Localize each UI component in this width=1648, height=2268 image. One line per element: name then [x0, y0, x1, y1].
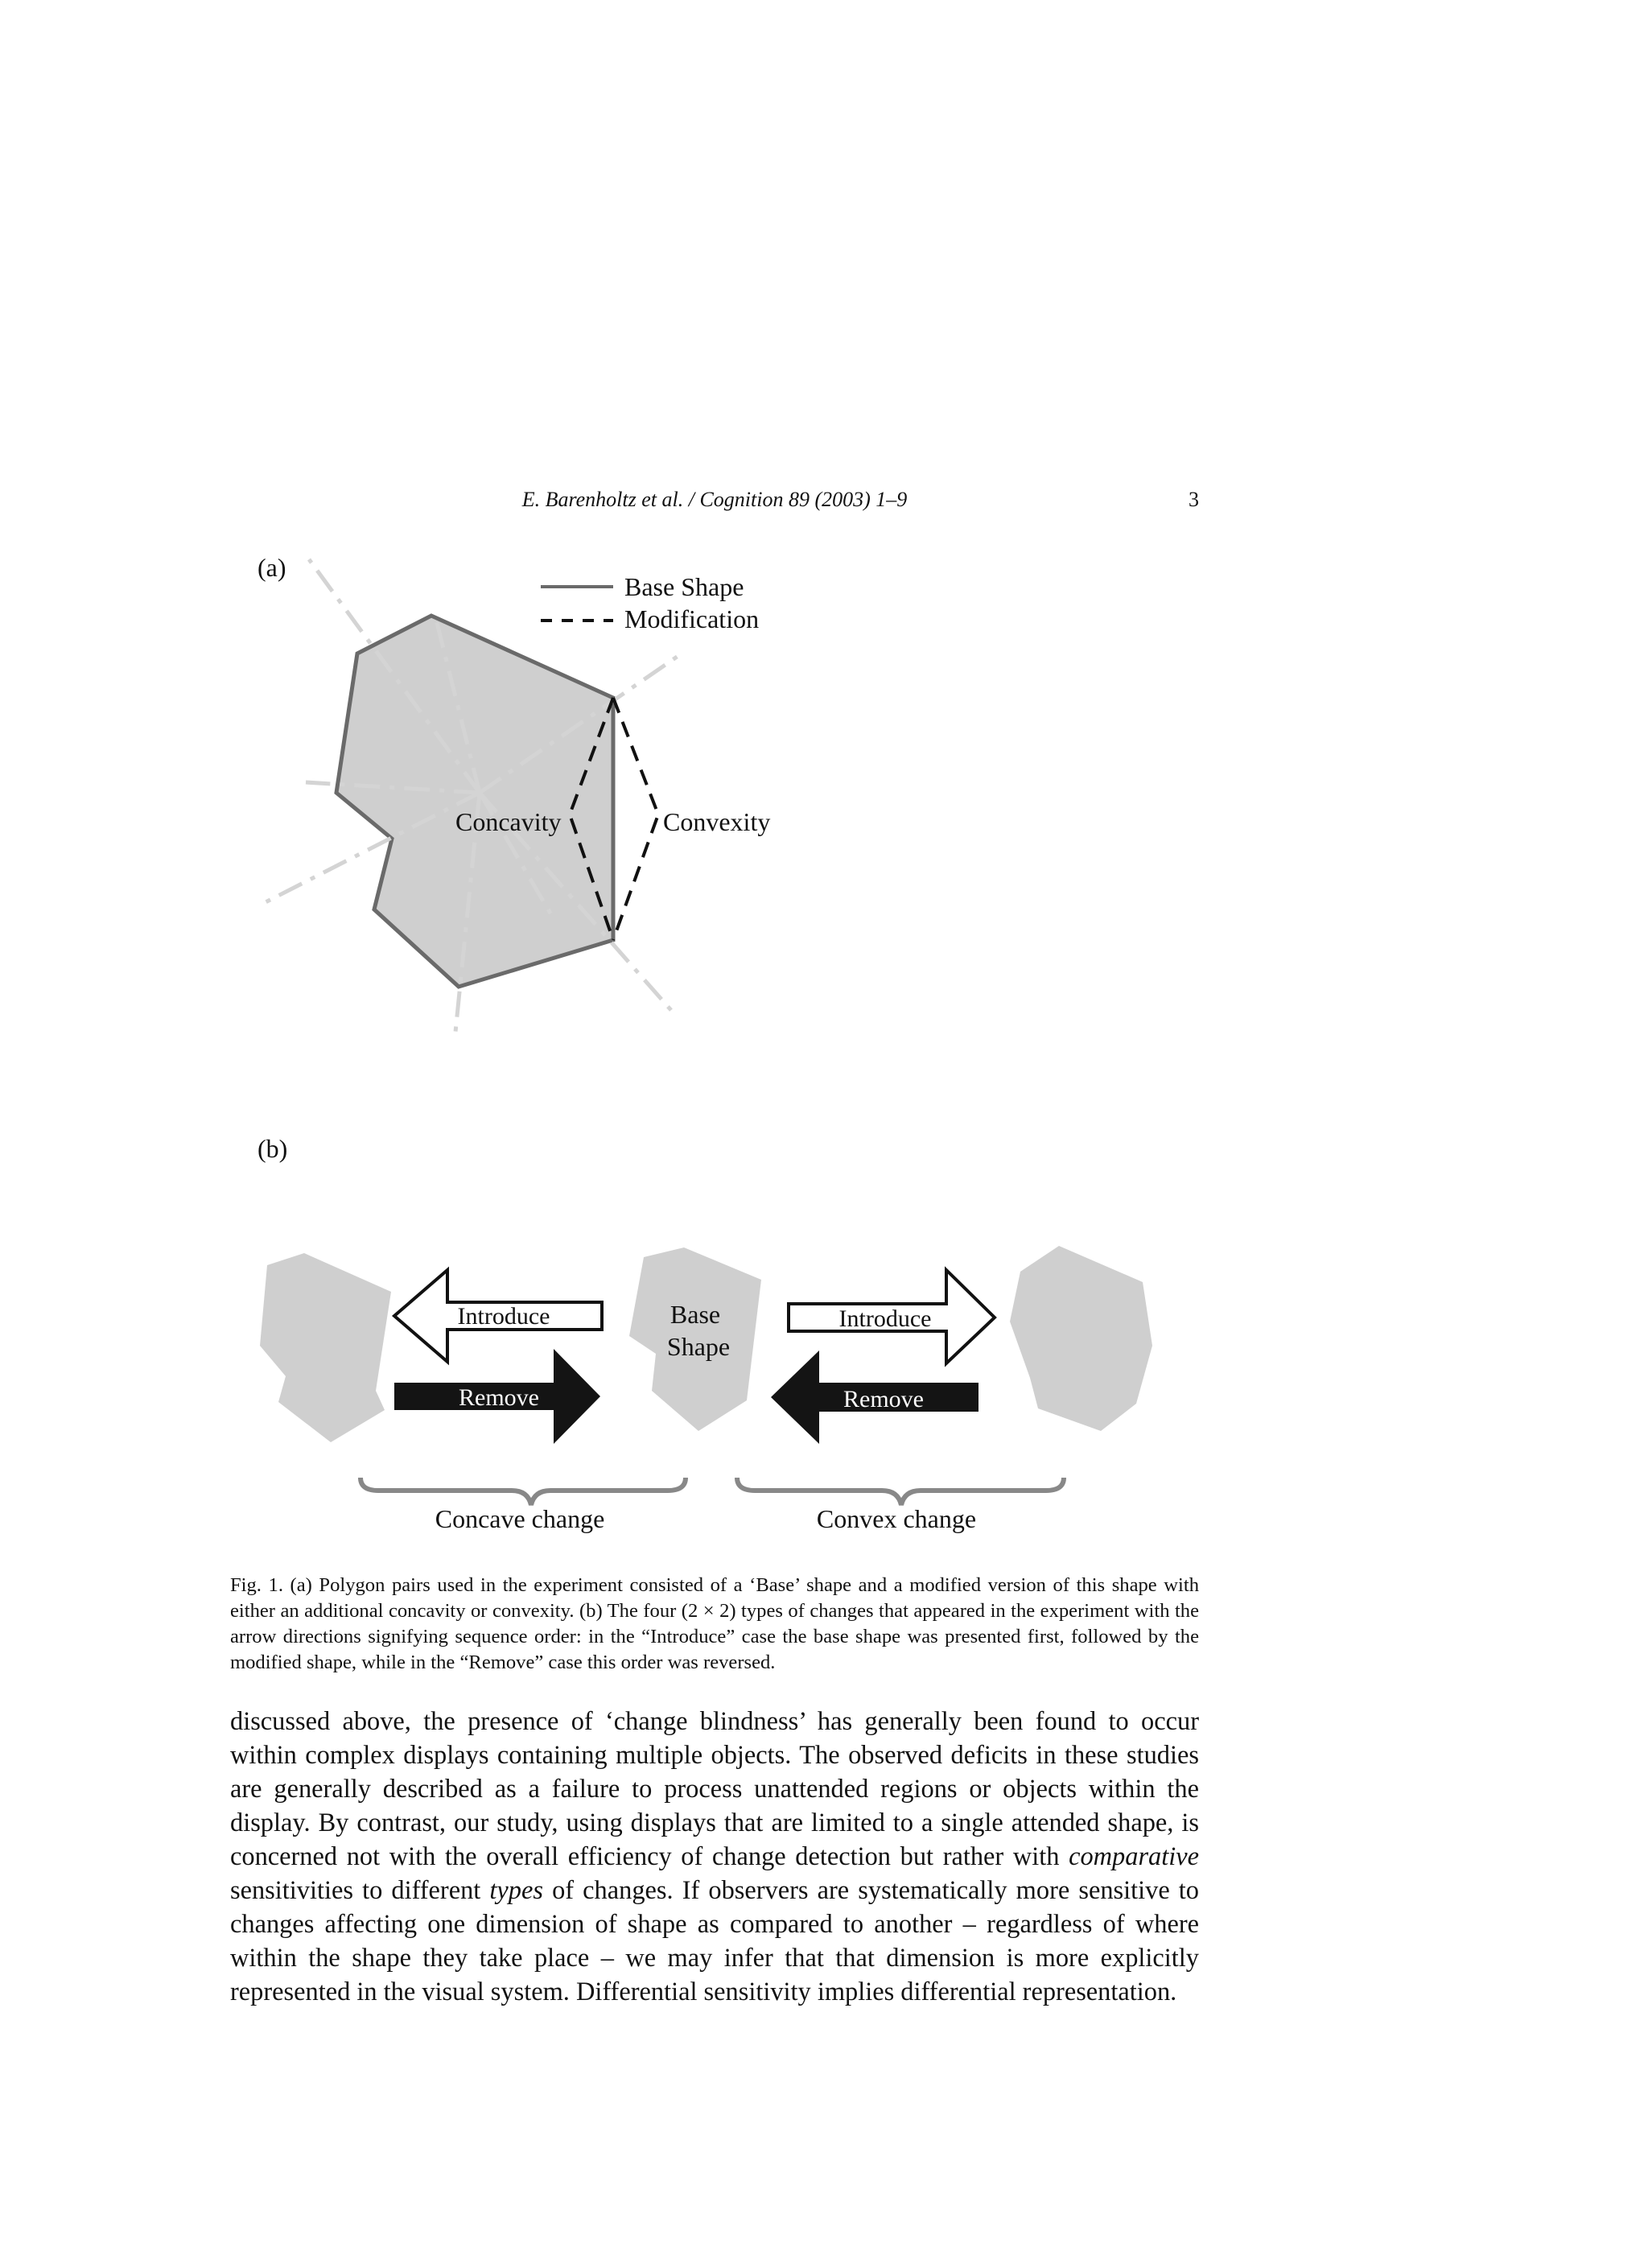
introduce-left-label: Introduce — [457, 1303, 550, 1330]
convex-shape — [1010, 1246, 1152, 1431]
concave-brace — [360, 1478, 686, 1505]
page-number: 3 — [1189, 488, 1199, 511]
body-paragraph — [230, 1705, 1199, 2009]
legend — [541, 572, 759, 633]
panel-b — [258, 1134, 1152, 1533]
base-shape-line1: Base — [670, 1300, 721, 1329]
running-title: E. Barenholtz et al. / Cognition 89 (2003) 1–9 — [521, 488, 908, 511]
body-text-part2: sensitivities to different — [230, 1876, 490, 1905]
convex-change-label: Convex change — [816, 1504, 977, 1533]
remove-right-label: Remove — [843, 1386, 924, 1412]
legend-modification-label: Modification — [624, 604, 760, 633]
body-text-part1: discussed above, the presence of ‘change blindness’ has generally been found to occur within complex displays containing multiple objects. The observed deficits in these studies are generally described as a failure to process unattended regions or objects within the display. By contrast, our study, using displays that are limited to a single attended shape, is concerned not with the overall efficiency of change detection but rather with — [230, 1707, 1199, 1871]
legend-base-shape-label: Base Shape — [624, 572, 744, 601]
figure-caption: Fig. 1. (a) Polygon pairs used in the experiment consisted of a ‘Base’ shape and a modified version of this shape with either an additional concavity or convexity. (b) The four (2 × 2) types of changes that appeared in the experiment with the arrow directions signifying sequence order: in the “Introduce” case the base shape was presented first, followed by the modified shape, while in the “Remove” case this order was reversed. — [230, 1574, 1199, 1673]
body-emphasis-types: types — [489, 1876, 543, 1905]
base-shape-polygon — [336, 616, 613, 987]
remove-left-label: Remove — [459, 1384, 539, 1411]
panel-a — [258, 553, 770, 1040]
convexity-dashed-line — [613, 698, 658, 940]
base-shape-line2: Shape — [666, 1332, 731, 1361]
panel-a-label: (a) — [258, 553, 286, 582]
convexity-label: Convexity — [663, 807, 771, 836]
body-text-part3: of changes. If observers are systematically more sensitive to changes affecting one dimension of shape as compared to another – regardless of where within the shape they take place – we may infer that that dimension is more explicitly represented in the visual system. Differential sensitivity implies differential representation. — [230, 1876, 1199, 2006]
introduce-right-label: Introduce — [838, 1305, 932, 1332]
concavity-label: Concavity — [455, 807, 562, 836]
concave-change-label: Concave change — [435, 1504, 605, 1533]
panel-b-label: (b) — [258, 1134, 288, 1163]
concave-shape — [260, 1253, 391, 1442]
convex-brace — [737, 1478, 1064, 1505]
body-emphasis-comparative: comparative — [1069, 1842, 1199, 1871]
